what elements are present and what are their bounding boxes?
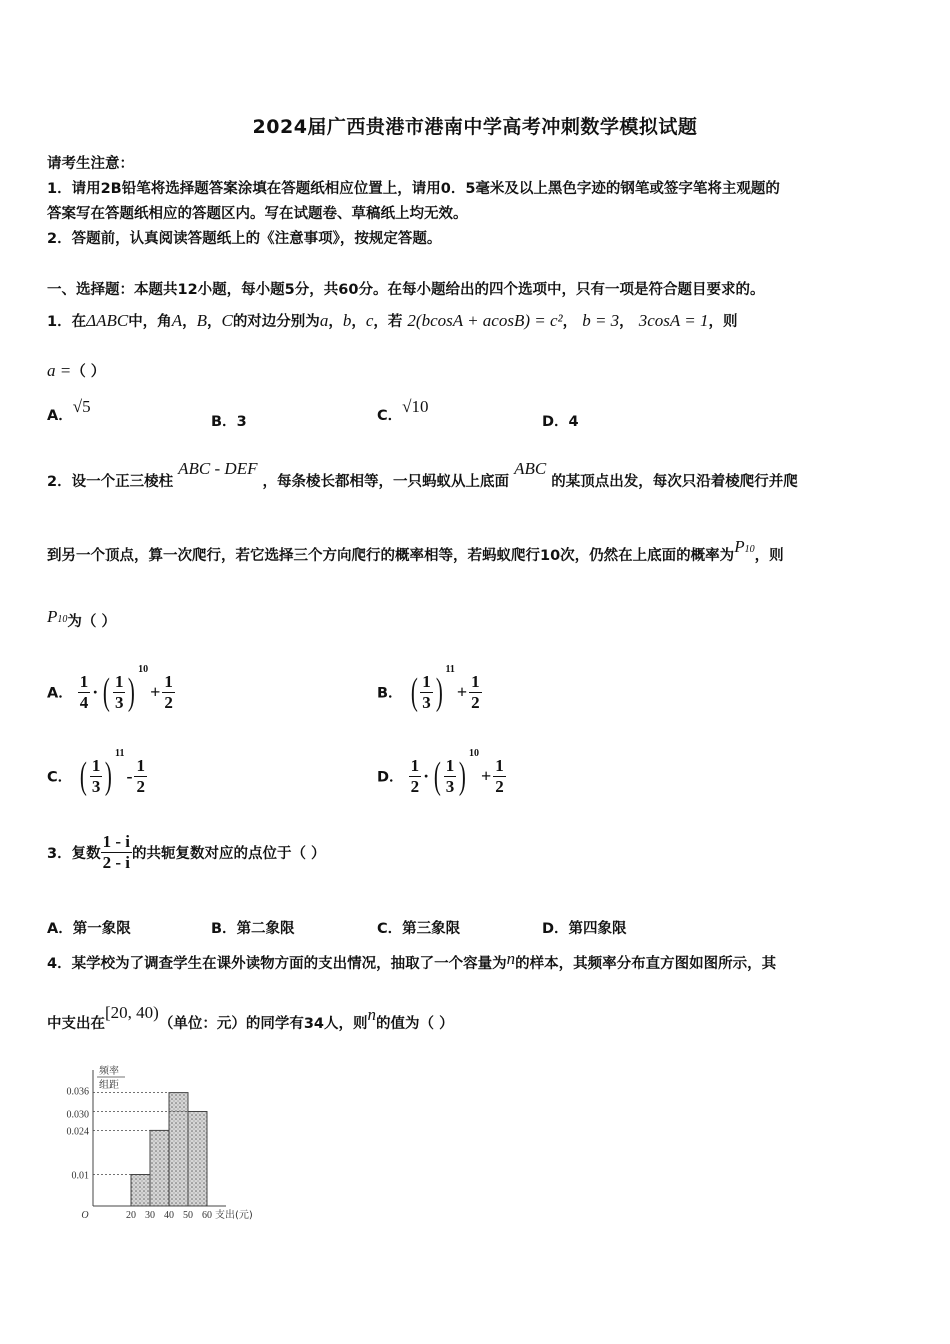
x-tick-label: 30 [145,1210,155,1221]
question-4-line-1: 4．某学校为了调查学生在课外读物方面的支出情况，抽取了一个容量为n的样本，其频率分布直方图如图所示，其 [47,949,777,972]
notice-item-2: 2．答题前，认真阅读答题纸上的《注意事项》，按规定答题。 [47,231,442,247]
q2-option-c: C． ( $\frac{1}{3}$ )$^{11}$- $\frac{1}{2}$ [47,748,145,797]
q1-option-c: C．√10 [377,397,429,424]
q2-ask: P10为（ ） [47,607,116,630]
q2-option-b: B． ( $\frac{1}{3}$ )$^{11}$+ $\frac{1}{2}$ [377,664,480,713]
question-4-line-2: 中支出在[20, 40)（单位：元）的同学有34人，则n的值为（ ） [47,1003,454,1032]
y-tick-label: 0.01 [71,1170,89,1182]
x-tick-label: 20 [126,1210,136,1221]
y-axis-label-bottom: 组距 [99,1080,119,1091]
q2-option-d: D． $\frac{1}{2}$ · ( $\frac{1}{3}$ )$^{10}$+ $\frac{1}{2}$ [377,748,504,797]
y-tick-label: 0.036 [66,1086,89,1098]
question-2-line-2: 到另一个顶点，算一次爬行，若它选择三个方向爬行的概率相等，若蚂蚁爬行10次，仍然在上底面的概率为P10，则 [47,537,784,564]
question-1: 1．在ΔABC中，角A，B，C的对边分别为a，b，c，若 2(bcosA + acosB) = c²， b = 3， 3cosA = 1，则 [47,311,738,330]
q3-option-b: B．第二象限 [211,921,295,937]
q3-option-d: D．第四象限 [542,921,627,937]
y-tick-label: 0.030 [66,1109,89,1121]
q1-ask: a =（ ） [47,361,106,380]
q1-option-a: A．√5 [47,397,91,424]
histogram-bar [169,1093,188,1206]
x-tick-label: 50 [183,1210,193,1221]
question-2-line-1: 2．设一个正三棱柱 ABC - DEF ，每条棱长都相等，一只蚂蚁从上底面 ABC 的某顶点出发，每次只沿着棱爬行并爬 [47,459,798,490]
q1-option-d: D．4 [542,414,579,430]
q1-option-b: B．3 [211,414,247,430]
histogram-bar [131,1175,150,1207]
q1-condition-1: 2(bcosA + acosB) = c² [407,311,563,330]
q1-condition-2: b = 3 [582,311,620,330]
origin-label: O [81,1210,89,1221]
q3-option-c: C．第三象限 [377,921,461,937]
frequency-histogram [55,1058,265,1230]
q2-option-a: A． $\frac{1}{4}$ · ( $\frac{1}{3}$ )$^{10}$+ $\frac{1}{2}$ [47,664,173,713]
x-tick-label: 40 [164,1210,174,1221]
page-title: 2024届广西贵港市港南中学高考冲刺数学模拟试题 [252,116,698,138]
section-1-heading: 一、选择题：本题共12小题，每小题5分，共60分。在每小题给出的四个选项中，只有一项是符合题目要求的。 [47,282,765,298]
y-axis-label-top: 频率 [99,1066,119,1077]
notice-item-1-line-2: 答案写在答题纸相应的答题区内。写在试题卷、草稿纸上均无效。 [47,206,468,222]
x-axis-label: 支出(元) [215,1210,253,1221]
histogram-bar [150,1130,169,1206]
y-tick-label: 0.024 [66,1126,89,1138]
notice-heading: 请考生注意： [47,156,134,172]
x-tick-label: 60 [202,1210,212,1221]
notice-item-1-line-1: 1．请用2B铅笔将选择题答案涂填在答题纸相应位置上，请用0．5毫米及以上黑色字迹的钢笔或签字笔将主观题的 [47,181,780,197]
question-3: 3．复数 $\frac{1 - i}{2 - i}$ 的共轭复数对应的点位于（ ） [47,832,326,872]
histogram-bar [188,1112,207,1207]
q3-option-a: A．第一象限 [47,921,131,937]
q1-condition-3: 3cosA = 1 [638,311,709,330]
